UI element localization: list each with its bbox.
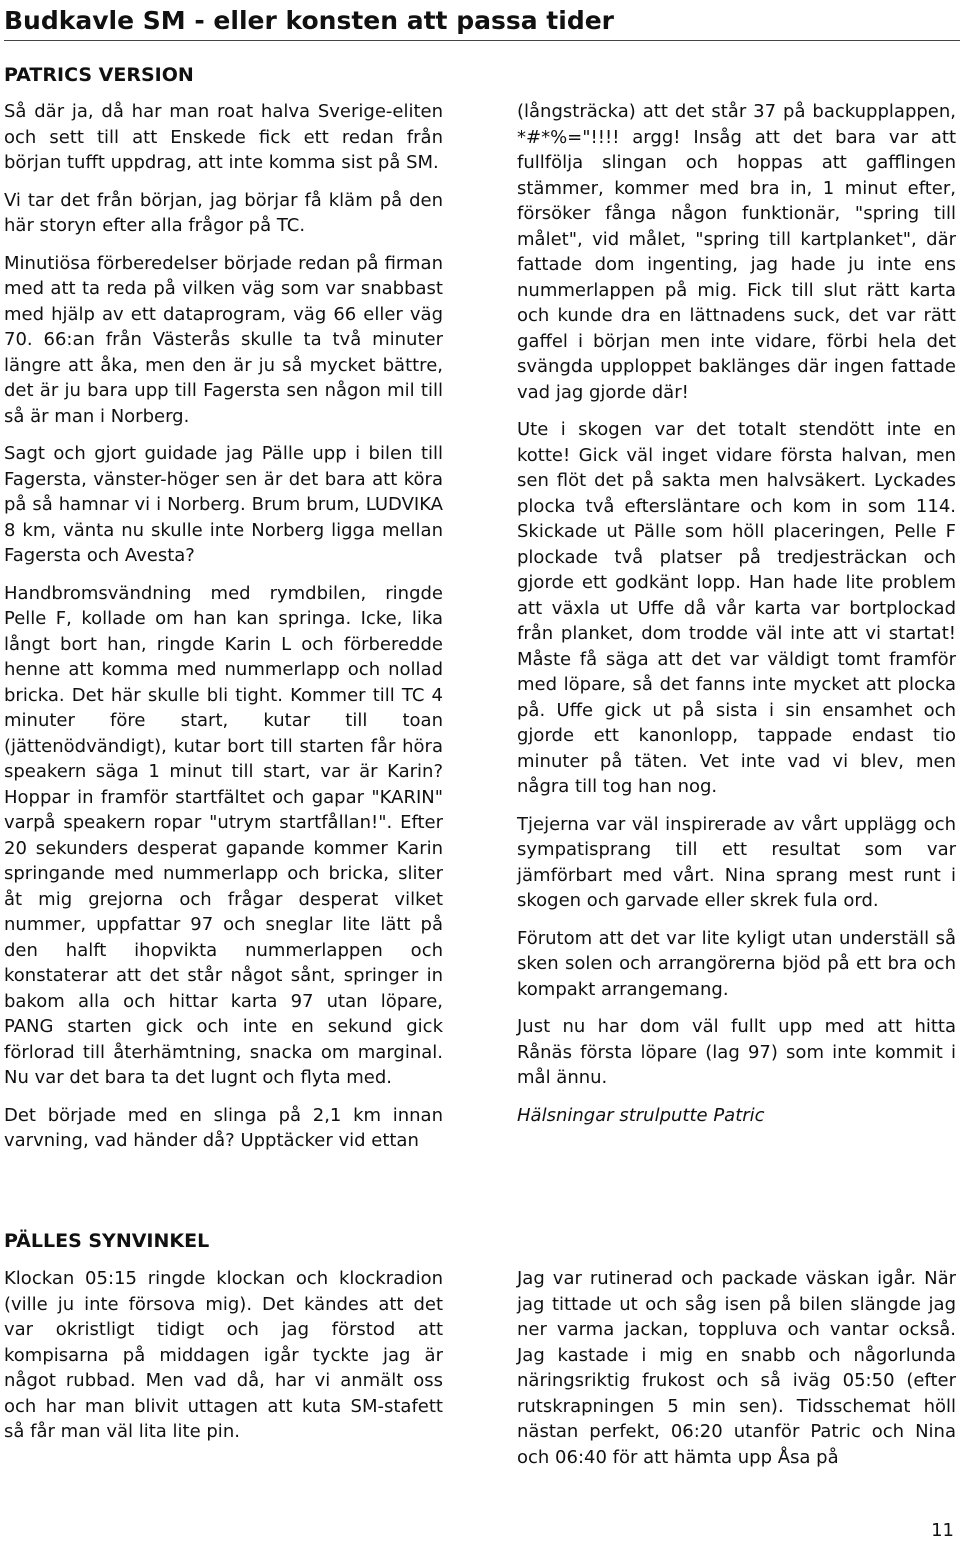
paragraph: Ute i skogen var det totalt stendött inte en kotte! Gick väl inget vidare första halvan, men sen flöt det på sakta men halvsäkert. Lyckades plocka två eftersläntare och kom in som 114. Skickade ut Pälle som höll placeringen, Pelle F plockade två platser på tredjesträckan och gjorde ett godkänt lopp. Han hade lite problem att växla ut Uffe då vår karta var bortplockad från planket, dom trodde väl inte att vi startat! Måste få säga att det var väldigt tomt framför med löpare, så det fanns inte mycket att plocka på. Uffe gick ut på sista i sin ensamhet och gjorde ett kanonlopp, tappade endast tio minuter på täten. Vet inte vad vi blev, men några till tog han nog. [517,419,956,797]
palle-right-column [517,1266,956,1482]
paragraph: Sagt och gjort guidade jag Pälle upp i bilen till Fagersta, vänster-höger sen är det bara att köra på så hamnar vi i Norberg. Brum brum, LUDVIKA 8 km, vänta nu skulle inte Norberg ligga mellan Fagersta och Avesta? [4,443,443,566]
paragraph: Handbromsvändning med rymdbilen, ringde Pelle F, kollade om han kan springa. Icke, lika långt bort han, ringde Karin L och förberedde henne att komma med nummerlapp och nollad bricka. Det här skulle bli tight. Kommer till TC 4 minuter före start, kutar till toan (jättenödvändigt), kutar bort till starten får höra speakern säga 1 minut till start, var är Karin? Hoppar in framför startfältet och gapar "KARIN" varpå speakern ropar "utrym startfållan!". Efter 20 sekunders desperat gapande kommer Karin springande med nummerlapp och bricka, sliter åt mig grejorna och frågar desperat vilket nummer, uppfattar 97 och sneglar lite lätt på den halft ihopvikta nummerlappen och konstaterar att det står något sånt, springer in bakom alla och hittar karta 97 utan löpare, PANG starten gick och inte en sekund gick förlorad till återhämtning, snacka om marginal. Nu var det bara ta det lugnt och flyta med. [4,582,443,1088]
patric-left-column [4,99,443,1166]
paragraph: Minutiösa förberedelser började redan på firman med att ta reda på vilken väg som var snabbast med hjälp av ett dataprogram, väg 66 eller väg 70. 66:an från Västerås skulle ta två minuter längre att åka, men den är ju så mycket bättre, det är ju bara upp till Fagersta sen någon mil till så är man i Norberg. [4,252,443,427]
patric-right-column [517,99,956,1140]
paragraph: (långsträcka) att det står 37 på backupplappen, *#*%="!!!! argg! Insåg att det bara var att fullfölja slingan och hoppas att gafflingen stämmer, kommer med bra in, 1 minut efter, försöker fånga någon funktionär, "spring till målet", vid målet, "spring till kartplanket", där fattade dom ingenting, jag hade ju inte ens nummerlappen på mig. Fick till slut rätt karta och kunde dra en lättnadens suck, det var rätt gaffel i början men inte vidare, förbi hela det svängda upploppet baklänges där ingen fattade vad jag gjorde där! [517,101,956,403]
paragraph: Förutom att det var lite kyligt utan underställ så sken solen och arrangörerna bjöd på ett bra och kompakt arrangemang. [517,927,956,1000]
paragraph: Jag var rutinerad och packade väskan igår. När jag tittade ut och såg isen på bilen slängde jag ner varma jackan, toppluva och vantar också. Jag kastade i mig en snabb och någorlunda näringsriktig frukost och så iväg 05:50 (efter rutskrapningen 5 min sen). Tidsschemat höll nästan perfekt, 06:20 utanför Patric och Nina och 06:40 för att hämta upp Åsa på [517,1268,956,1468]
section-heading-patric: PATRICS VERSION [4,64,194,86]
section-heading-palle: PÄLLES SYNVINKEL [4,1230,210,1252]
paragraph: Just nu har dom väl fullt upp med att hitta Rånäs första löpare (lag 97) som inte kommit i mål ännu. [517,1016,956,1088]
document-title: Budkavle SM - eller konsten att passa tider [4,4,960,41]
signature: Hälsningar strulputte Patric [517,1104,765,1126]
paragraph: Klockan 05:15 ringde klockan och klockradion (ville ju inte försova mig). Det kändes att det var okristligt tidigt och jag förstod att kompisarna på middagen igår tyckte jag är något rubbad. Men vad då, har vi anmält oss och har man blivit uttagen att kuta SM-stafett så får man väl lita lite pin. [4,1268,443,1442]
paragraph: Tjejerna var väl inspirerade av vårt upplägg och sympatisprang till ett resultat som var jämförbart med vårt. Nina sprang mest runt i skogen och garvade eller skrek fula ord. [517,813,956,911]
paragraph: Det började med en slinga på 2,1 km innan varvning, vad händer då? Upptäcker vid ettan [4,1104,443,1151]
paragraph: Vi tar det från början, jag börjar få kläm på den här storyn efter alla frågor på TC. [4,189,443,236]
paragraph: Så där ja, då har man roat halva Sverige-eliten och sett till att Enskede fick ett redan från början tufft uppdrag, att inte komma sist på SM. [4,101,443,173]
palle-left-column [4,1266,443,1457]
page-number: 11 [931,1520,954,1541]
